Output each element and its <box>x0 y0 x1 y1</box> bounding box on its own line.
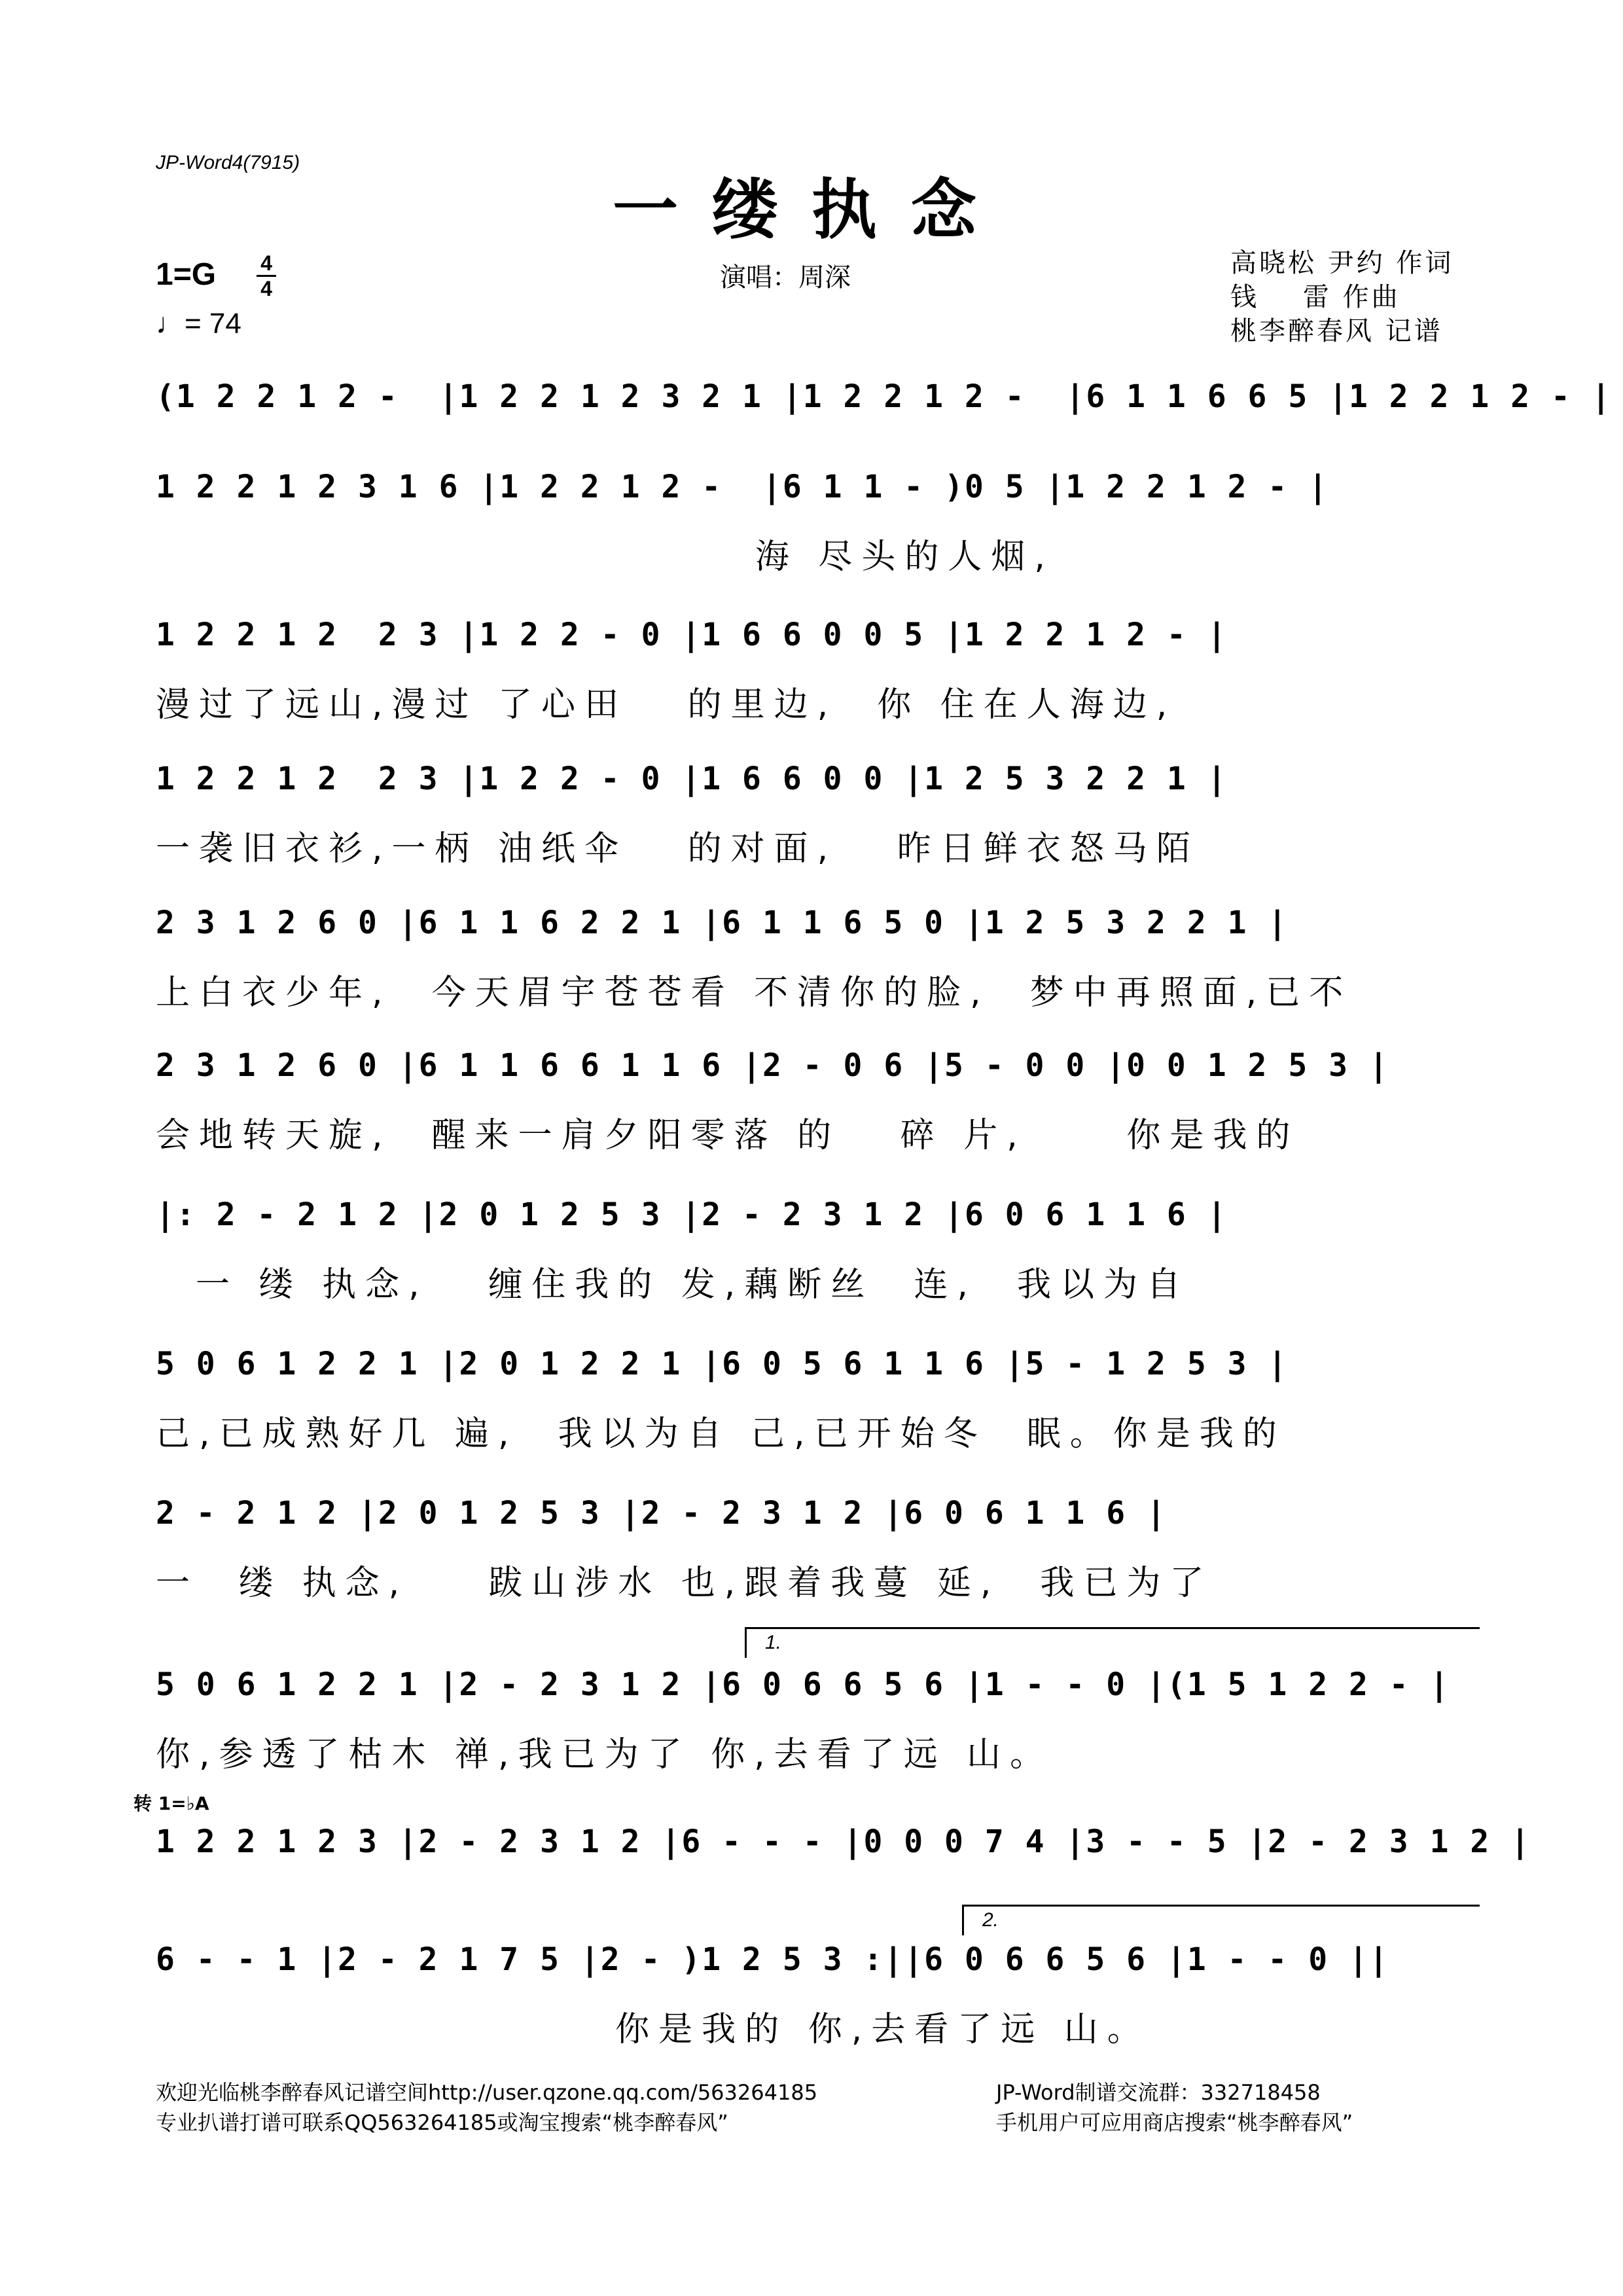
credits-block <box>1230 246 1454 348</box>
notation-row: 6 - - 1 |2 - 2 1 7 5 |2 - )1 2 5 3 :||6 0 6 6 5 6 |1 - - 0 || <box>156 1941 1389 1978</box>
footer-contact: 专业扒谱打谱可联系QQ563264185或淘宝搜索“桃李醉春风” <box>156 2110 728 2135</box>
staff-line-6 <box>156 1047 1484 1191</box>
footer-group: JP-Word制谱交流群：332718458 <box>996 2080 1321 2105</box>
second-ending-label: 2. <box>982 1909 999 1931</box>
notation-row: 1 2 2 1 2 2 3 |1 2 2 - 0 |1 6 6 0 0 5 |1 2 2 1 2 - | <box>156 617 1228 653</box>
footer-mobile: 手机用户可应用商店搜索“桃李醉春风” <box>996 2110 1353 2135</box>
second-ending-bracket <box>962 1905 1480 1935</box>
first-ending-bracket <box>745 1627 1480 1658</box>
notation-row: (1 2 2 1 2 - |1 2 2 1 2 3 2 1 |1 2 2 1 2 - |6 1 1 6 6 5 |1 2 2 1 2 - | <box>156 378 1612 415</box>
notation-row: |: 2 - 2 1 2 |2 0 1 2 5 3 |2 - 2 3 1 2 |6 0 6 1 1 6 | <box>156 1196 1228 1233</box>
notation-row: 1 2 2 1 2 3 1 6 |1 2 2 1 2 - |6 1 1 - )0 5 |1 2 2 1 2 - | <box>156 469 1329 505</box>
staff-line-3 <box>156 617 1484 761</box>
notation-row: 5 0 6 1 2 2 1 |2 0 1 2 2 1 |6 0 5 6 1 1 6 |5 - 1 2 5 3 | <box>156 1346 1289 1382</box>
notation-row: 5 0 6 1 2 2 1 |2 - 2 3 1 2 |6 0 6 6 5 6 |1 - - 0 |(1 5 1 2 2 - | <box>156 1666 1450 1703</box>
time-signature <box>257 251 276 300</box>
notation-row: 2 - 2 1 2 |2 0 1 2 5 3 |2 - 2 3 1 2 |6 0 6 1 1 6 | <box>156 1495 1167 1532</box>
lyrics-row: 会地转天旋, 醒来一肩夕阳零落 的 碎 片, 你是我的 <box>156 1116 1300 1155</box>
tempo-marking: ♩= 74 <box>156 308 241 340</box>
key-signature: 1=G <box>156 257 217 292</box>
song-title: 一缕执念 <box>613 171 1010 248</box>
notation-row: 2 3 1 2 6 0 |6 1 1 6 2 2 1 |6 1 1 6 5 0 |1 2 5 3 2 2 1 | <box>156 905 1289 941</box>
lyrics-row: 一袭旧衣衫,一柄 油纸伞 的对面, 昨日鲜衣怒马陌 <box>156 829 1200 869</box>
lyrics-row: 上白衣少年, 今天眉宇苍苍看 不清你的脸, 梦中再照面,已不 <box>156 973 1353 1013</box>
singer-credit: 演唱：周深 <box>720 262 851 293</box>
footer-welcome: 欢迎光临桃李醉春风记谱空间http://user.qzone.qq.com/563264185 <box>156 2080 818 2105</box>
lyricist-credit: 高晓松 尹约 作词 <box>1230 248 1454 278</box>
staff-line-2 <box>156 469 1484 613</box>
staff-line-9 <box>156 1495 1484 1639</box>
staff-line-7 <box>156 1196 1484 1340</box>
staff-line-10 <box>156 1666 1484 1810</box>
composer-credit: 钱 雷 作曲 <box>1230 282 1400 312</box>
time-signature-bottom: 4 <box>260 277 272 300</box>
lyrics-row: 一 缕 执念, 缠住我的 发,藕断丝 连, 我以为自 <box>156 1265 1190 1304</box>
staff-line-8 <box>156 1346 1484 1490</box>
app-id: JP-Word4(7915) <box>156 152 300 173</box>
lyrics-row: 漫过了远山,漫过 了心田 的里边, 你 住在人海边, <box>156 685 1177 725</box>
notation-row: 1 2 2 1 2 2 3 |1 2 2 - 0 |1 6 6 0 0 |1 2 5 3 2 2 1 | <box>156 761 1228 797</box>
transcriber-credit: 桃李醉春风 记谱 <box>1230 316 1443 346</box>
staff-line-12 <box>156 1941 1484 2085</box>
time-signature-top: 4 <box>260 251 272 275</box>
lyrics-row: 一 缕 执念, 跋山涉水 也,跟着我蔓 延, 我已为了 <box>156 1564 1213 1603</box>
lyrics-row: 己,已成熟好几 遍, 我以为自 己,已开始冬 眠。你是我的 <box>156 1414 1286 1454</box>
staff-line-4 <box>156 761 1484 905</box>
first-ending-label: 1. <box>765 1632 782 1653</box>
lyrics-row: 你是我的 你,去看了远 山。 <box>156 2010 1150 2049</box>
lyrics-row: 你,参透了枯木 禅,我已为了 你,去看了远 山。 <box>156 1735 1054 1774</box>
notation-row: 1 2 2 1 2 3 |2 - 2 3 1 2 |6 - - - |0 0 0 7 4 |3 - - 5 |2 - 2 3 1 2 | <box>156 1823 1531 1860</box>
notation-row: 2 3 1 2 6 0 |6 1 1 6 6 1 1 6 |2 - 0 6 |5 - 0 0 |0 0 1 2 5 3 | <box>156 1047 1389 1084</box>
modulation-mark: 转 1=♭A <box>134 1793 209 1814</box>
lyrics-row: 海 尽头的人烟, <box>156 537 1054 577</box>
staff-line-5 <box>156 905 1484 1049</box>
